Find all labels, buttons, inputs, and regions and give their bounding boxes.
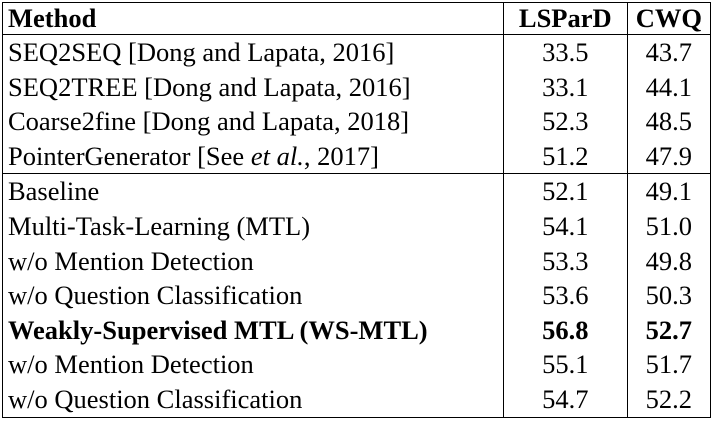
lsparD-cell: 54.7 — [503, 382, 627, 417]
cwq-cell: 47.9 — [627, 139, 710, 174]
results-table — [2, 2, 711, 418]
lsparD-cell: 51.2 — [503, 139, 627, 174]
cwq-cell: 49.1 — [627, 174, 710, 209]
header-method: Method — [3, 3, 504, 35]
lsparD-cell: 33.1 — [503, 70, 627, 105]
method-suffix: , 2017] — [303, 140, 379, 171]
lsparD-cell: 56.8 — [503, 313, 627, 348]
lsparD-cell: 33.5 — [503, 35, 627, 70]
cwq-cell: 50.3 — [627, 278, 710, 313]
method-cell: Baseline — [3, 174, 504, 209]
prior-work-group — [3, 35, 711, 174]
method-cell: w/o Mention Detection — [3, 347, 504, 382]
lsparD-cell: 52.3 — [503, 104, 627, 139]
table-row — [3, 104, 711, 139]
cwq-cell: 44.1 — [627, 70, 710, 105]
cwq-cell: 51.7 — [627, 347, 710, 382]
method-cell: w/o Question Classification — [3, 278, 504, 313]
table-row — [3, 209, 711, 244]
lsparD-cell: 52.1 — [503, 174, 627, 209]
cwq-cell: 43.7 — [627, 35, 710, 70]
header-row — [3, 3, 711, 35]
cwq-cell: 49.8 — [627, 244, 710, 279]
method-cell — [3, 139, 504, 174]
method-cell: SEQ2SEQ [Dong and Lapata, 2016] — [3, 35, 504, 70]
method-cell: Multi-Task-Learning (MTL) — [3, 209, 504, 244]
method-italic: et al. — [250, 140, 304, 171]
cwq-cell: 51.0 — [627, 209, 710, 244]
method-prefix: PointerGenerator [See — [8, 140, 251, 171]
cwq-cell: 52.7 — [627, 313, 710, 348]
lsparD-cell: 55.1 — [503, 347, 627, 382]
cwq-cell: 52.2 — [627, 382, 710, 417]
table-row — [3, 139, 711, 174]
table-row — [3, 382, 711, 417]
table-row — [3, 244, 711, 279]
table-row — [3, 278, 711, 313]
header-cwq: CWQ — [627, 3, 710, 35]
method-cell: SEQ2TREE [Dong and Lapata, 2016] — [3, 70, 504, 105]
table-row — [3, 174, 711, 209]
best-result-row — [3, 313, 711, 348]
lsparD-cell: 53.3 — [503, 244, 627, 279]
lsparD-cell: 53.6 — [503, 278, 627, 313]
our-methods-group — [3, 174, 711, 417]
method-cell: Coarse2fine [Dong and Lapata, 2018] — [3, 104, 504, 139]
method-cell: w/o Mention Detection — [3, 244, 504, 279]
header-lsparD: LSParD — [503, 3, 627, 35]
table-row — [3, 70, 711, 105]
lsparD-cell: 54.1 — [503, 209, 627, 244]
table-row — [3, 35, 711, 70]
method-cell: Weakly-Supervised MTL (WS-MTL) — [3, 313, 504, 348]
method-cell: w/o Question Classification — [3, 382, 504, 417]
table-row — [3, 347, 711, 382]
cwq-cell: 48.5 — [627, 104, 710, 139]
